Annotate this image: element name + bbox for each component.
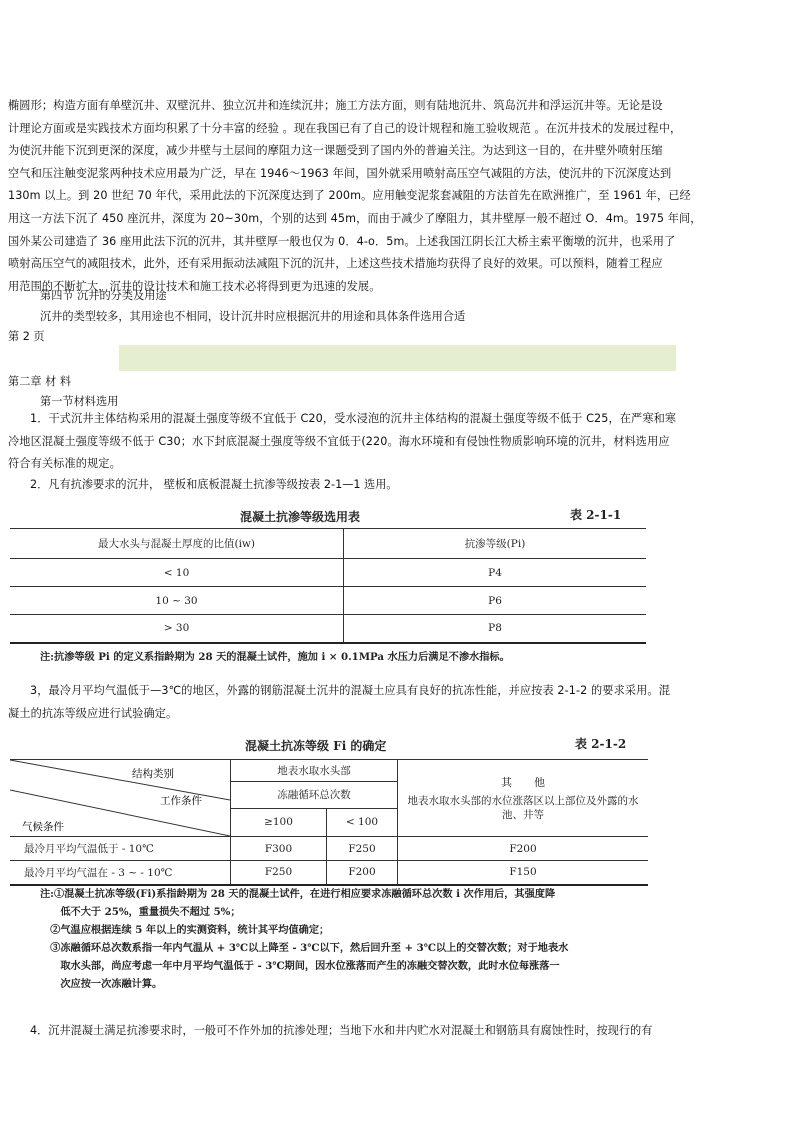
table2-group2-desc: 地表水取水头部的水位涨落区以上部位及外露的水池、井等: [407, 795, 639, 821]
page-separator-banner: [119, 345, 676, 371]
table-2-1-2: [10, 735, 650, 1020]
intro-line: 空气和压注触变泥浆两种技术应用最为广泛，早在 1946～1963 年间，国外就采用喷射高压空气减阻的方法，使沉井的下沉深度达到: [8, 166, 672, 180]
table2-note-line: 取水头部，尚应考虑一年中月平均气温低于 - 3℃期间，因水位涨落而产生的冻融交替次数，此时水位每涨落一: [40, 960, 560, 972]
item1-line: 冷地区混凝土强度等级不低于 C30；水下封底混凝土强度等级不宜低于(220。海水环境和有侵蚀性物质影响环境的沉井，材料选用应: [8, 434, 670, 448]
item3-paragraph: [8, 680, 786, 725]
intro-line: 国外某公司建造了 36 座用此法下沉的沉井，其井壁厚一般也仅为 0．4-o．5m。上述我国江阴长江大桥主索平衡墩的沉井，也采用了: [8, 234, 676, 248]
table2-climate-cell: 最冷月平均气温低于 - 10℃: [10, 837, 231, 861]
table2-number: 表 2-1-2: [575, 737, 627, 751]
table2-diagonal-header: [10, 760, 231, 837]
table1-number: 表 2-1-1: [570, 508, 622, 522]
diag-top-label: 结构类别: [132, 768, 174, 780]
item1-paragraph: [8, 408, 786, 476]
table2-sub-lt100: < 100: [327, 808, 398, 836]
table2-value-cell: F200: [327, 861, 398, 885]
table1-col2-header: 抗渗等级(Pi): [344, 529, 647, 559]
table2-value-cell: F250: [327, 837, 398, 861]
table2-grid: [10, 759, 648, 886]
item3-line: 凝土的抗冻等级应进行试验确定。: [8, 706, 178, 720]
table1-grade-cell: P4: [344, 559, 647, 587]
diagonal-lines: [10, 760, 230, 836]
table2-note-line: 次应按一次冻融计算。: [40, 978, 163, 990]
intro-line: 喷射高压空气的减阻技术，此外，还有采用振动法减阻下沉的沉井，上述这些技术措施均获得了良好的效果。可以预料，随着工程应: [8, 257, 663, 271]
table2-value-cell: F250: [231, 861, 327, 885]
item1-line: 1．干式沉井主体结构采用的混凝土强度等级不宜低于 C20，受水浸泡的沉井主体结构的混凝土强度等级不低于 C25，在严寒和寒: [30, 412, 677, 425]
table1-ratio-cell: > 30: [10, 615, 344, 643]
table2-note-line: ③冻融循环总次数系指一年内气温从 + 3℃以上降至 - 3℃以下，然后回升至 + 3℃以上的交替次数；对于地表水: [40, 942, 569, 954]
table1-grade-cell: P6: [344, 587, 647, 615]
section1-title: 第一节材料选用: [40, 395, 119, 408]
table2-group2-header: 其 他: [501, 776, 545, 789]
table2-note-line: ②气温应根据连续 5 年以上的实测资料，统计其平均值确定；: [40, 924, 330, 936]
table2-group2-cell: [398, 760, 649, 837]
table2-climate-cell: 最冷月平均气温在 - 3 ~ - 10℃: [10, 861, 231, 885]
section4-title: 第四节 沉井的分类及用途: [40, 289, 167, 302]
item2-paragraph: 2．凡有抗渗要求的沉井， 壁板和底板混凝土抗渗等级按表 2-1—1 选用。: [30, 478, 398, 491]
section4-text: 沉井的类型较多，其用途也不相同，设计沉井时应根据沉井的用途和具体条件选用合适: [40, 310, 466, 323]
diag-mid-label: 工作条件: [160, 795, 202, 807]
item3-line: 3，最冷月平均气温低于—3℃的地区，外露的钢筋混凝土沉井的混凝土应具有良好的抗冻性能，并应按表 2-1-2 的要求采用。混: [30, 684, 671, 697]
table1-note: 注:抗渗等级 Pi 的定义系指龄期为 28 天的混凝土试件，施加 i × 0.1MPa 水压力后满足不渗水指标。: [40, 651, 510, 663]
table1-col1-header: 最大水头与混凝土厚度的比值(iw): [10, 529, 344, 559]
table2-note-line: 注:①混凝土抗冻等级(Fi)系指龄期为 28 天的混凝土试件，在进行相应要求冻融循环总次数 i 次作用后，其强度降: [40, 888, 556, 900]
table-2-1-1: [10, 500, 650, 670]
intro-line: 计理论方面或是实践技术方面均积累了十分丰富的经验 。现在我国已有了自己的设计规程和施工验收规范 。在沉井技术的发展过程中，: [8, 121, 682, 135]
intro-line: 为使沉井能下沉到更深的深度，减少井壁与土层间的摩阻力这一课题受到了国内外的普遍关注。为达到这一目的，在井壁外喷射压缩: [8, 144, 663, 158]
table1-grid: [10, 528, 646, 644]
intro-line: 130m 以上。到 20 世纪 70 年代，采用此法的下沉深度达到了 200m。应用触变泥浆套减阻的方法首先在欧洲推广，至 1961 年，已经: [8, 189, 691, 203]
table2-value-cell: F150: [398, 861, 649, 885]
table2-value-cell: F200: [398, 837, 649, 861]
page-label: 第 2 页: [8, 330, 45, 343]
table1-grade-cell: P8: [344, 615, 647, 643]
table2-group1-header: 地表水取水头部: [231, 760, 398, 782]
table2-value-cell: F300: [231, 837, 327, 861]
table2-sub-ge100: ≥100: [231, 808, 327, 836]
table1-ratio-cell: < 10: [10, 559, 344, 587]
intro-paragraph: [8, 95, 786, 298]
table2-note-line: 低不大于 25%，重量损失不超过 5%；: [40, 906, 241, 918]
intro-line: 用范围的不断扩大，沉井的设计技术和施工技术必将得到更为迅速的发展。: [8, 279, 381, 293]
table1-ratio-cell: 10 ~ 30: [10, 587, 344, 615]
table1-title: 混凝土抗渗等级选用表: [240, 510, 361, 524]
item4-paragraph: 4．沉井混凝土满足抗渗要求时，一般可不作外加的抗渗处理；当地下水和井内贮水对混凝土和钢筋具有腐蚀性时，按现行的有: [30, 1024, 653, 1037]
table2-group1-sub: 冻融循环总次数: [231, 782, 398, 808]
intro-line: 椭圆形；构造方面有单壁沉井、双壁沉井、独立沉井和连续沉井；施工方法方面，则有陆地沉井、筑岛沉井和浮运沉井等。无论是设: [8, 99, 663, 112]
item1-line: 符合有关标准的规定。: [8, 457, 121, 471]
table2-title: 混凝土抗冻等级 Fi 的确定: [245, 739, 387, 753]
diag-bottom-label: 气候条件: [22, 821, 64, 833]
intro-line: 用这一方法下沉了 450 座沉井，深度为 20~30m，个别的达到 45m，而由于减少了摩阻力，其井壁厚一般不超过 O．4m。1975 年间，: [8, 211, 702, 225]
chapter-title: 第二章 材 料: [8, 375, 72, 388]
